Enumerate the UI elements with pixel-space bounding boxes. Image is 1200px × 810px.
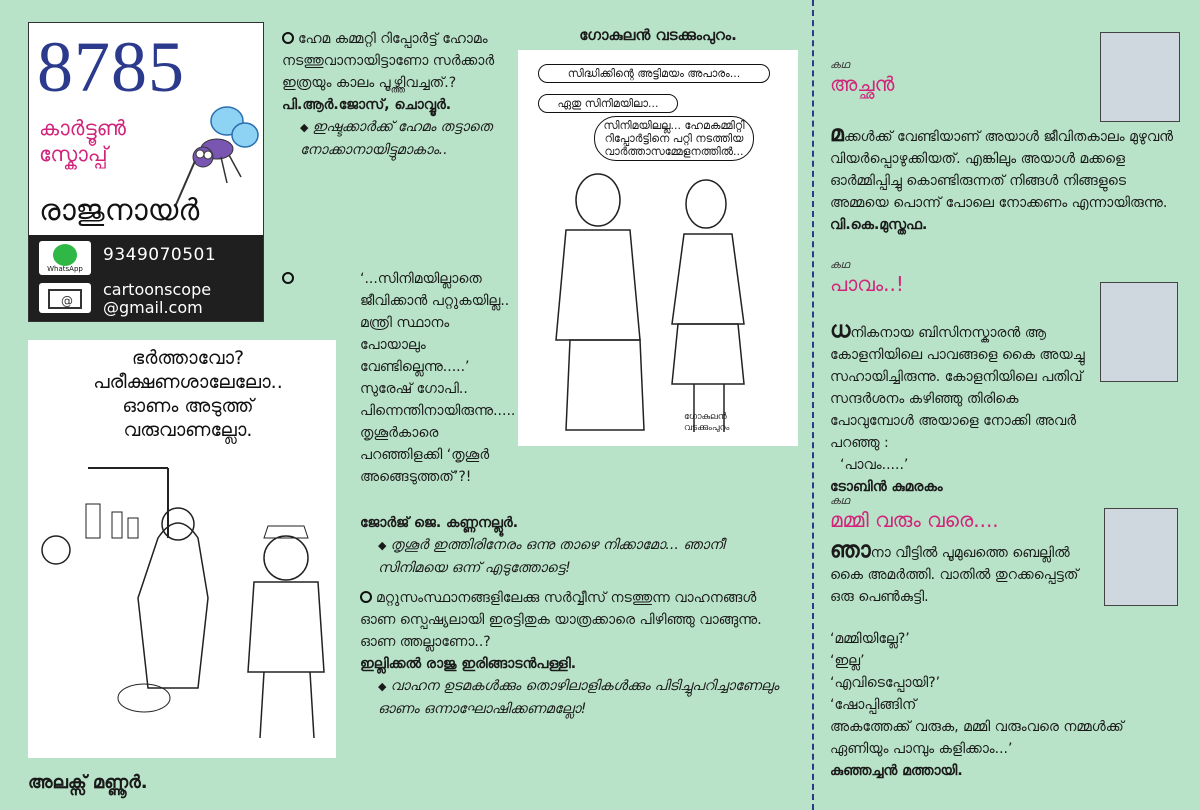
whatsapp-bubble-icon: [53, 244, 77, 266]
email-address[interactable]: [103, 281, 211, 317]
story-2-quote: ‘പാവം.....’: [840, 457, 909, 473]
whatsapp-label: WhatsApp: [47, 265, 83, 273]
story-3-dropcap: ഞാ: [830, 538, 871, 563]
cartoon-1-credit: അലക്സ് മണ്ണൂർ.: [28, 772, 148, 793]
caption-line-3: ഓണം അടുത്ത്: [122, 395, 254, 417]
question-3-text: മറ്റുസംസ്ഥാനങ്ങളിലേക്കു സർവ്വീസ് നടത്തുന്ന വാഹനങ്ങൾ ഓണ സ്പെഷ്യലായി ഇരട്ടിതുക യാത്രക്കാരെ പിഴിഞ്ഞു വാങ്ങുന്നു. ഓണ ത്തല്ലാണോ..?: [360, 590, 762, 650]
story-3-author: കുഞ്ഞച്ചൻ മത്തായി.: [830, 763, 963, 779]
story-2-body: [830, 320, 1090, 498]
qa-lower-2: [360, 512, 796, 720]
cartoon-1-caption: [58, 346, 318, 442]
author-photo-2: [1100, 282, 1178, 382]
answer-1-text: ഇഷ്ടക്കാർക്ക് ഹേമം തട്ടാതെ നോക്കാനായിട്ടുമാകാം..: [300, 119, 493, 158]
story-3-header: [830, 494, 1090, 532]
speech-bubble-1: സിദ്ധിക്കിന്റെ അട്ടിമയം അപാരം...: [538, 64, 770, 83]
question-3: [360, 587, 796, 653]
story-3-text: നാ വീട്ടിൽ പൂമുഖത്തെ ബെല്ലിൽ കൈ അമർത്തി. വാതിൽ തുറക്കപ്പെട്ടത് ഒരു പെൺകുട്ടി.: [830, 545, 1079, 605]
dialogue-line: ‘ഇല്ല’: [830, 653, 865, 669]
at-sign-icon: @: [61, 294, 73, 308]
story-1-header: [830, 58, 1098, 96]
author-photo-3: [1104, 508, 1178, 606]
cartoonist-signature: ഗോകുലൻ വടക്കുംപുറം: [684, 412, 730, 433]
story-1-text: ക്കൾക്ക് വേണ്ടിയാണ് അയാൾ ജീവിതകാലം മുഴുവൻ വിയർപ്പൊഴുക്കിയത്. എങ്കിലും അയാൾ മക്കളെ ഓർമ്മിപ്പിച്ചു കൊണ്ടിരുന്നത് നിങ്ങൾ നിങ്ങളുടെ അമ്മയെ പൊന്ന് പോലെ നോക്കണം എന്നായിരുന്നു.: [830, 129, 1174, 211]
cartoon-2: [518, 50, 798, 446]
diamond-icon: ◆: [300, 121, 309, 134]
story-2-label: കഥ: [830, 258, 850, 271]
question-mark-icon: [282, 272, 294, 284]
email-line2: @gmail.com: [103, 298, 203, 317]
story-3-label: കഥ: [830, 494, 850, 507]
diamond-icon: ◆: [378, 680, 387, 693]
questioner-3: ഇല്ലിക്കൽ രാജു ഇരിങ്ങാടൻപള്ളി.: [360, 656, 577, 672]
answer-3-text: വാഹന ഉടമകൾക്കും തൊഴിലാളികൾക്കും പിടിച്ചുപറിച്ചാണേലും ഓണം ഒന്നാഘോഷിക്കണമല്ലോ!: [378, 678, 779, 717]
cartoon-2-drawing: [518, 170, 798, 446]
brand-author: രാജുനായർ: [39, 193, 200, 228]
question-mark-icon: [282, 32, 294, 44]
story-1-dropcap: മ: [830, 122, 844, 147]
speech-bubble-2: ഏതു സിനിമയിലാ...: [538, 94, 678, 113]
question-1: [282, 28, 508, 94]
story-1-title: അച്ഛൻ: [830, 72, 895, 96]
brand-title-line1: കാർട്ടൂൺ: [39, 116, 127, 140]
story-2-header: [830, 258, 1090, 296]
dialogue-line: ‘മമ്മിയില്ലേ?’: [830, 631, 910, 647]
story-2-title: പാവം..!: [830, 272, 904, 296]
column-divider: [812, 0, 814, 810]
brand-title-line2: സ്കോപ്പ്: [39, 142, 108, 166]
story-2-text: നികനായ ബിസിനസ്കാരൻ ആ കോളനിയിലെ പാവങ്ങളെ കൈ അയച്ചു സഹായിച്ചിരുന്നു. കോളനിയിലെ പതിവ് സന്ദർശനം കഴിഞ്ഞു തിരികെ പോവുമ്പോൾ അയാളെ നോക്കി അവർ പറഞ്ഞു :: [830, 325, 1085, 451]
cartoon-1: [28, 340, 336, 758]
story-3-dialogue: [830, 628, 1182, 782]
diamond-icon: ◆: [378, 539, 387, 552]
story-2-dropcap: ധ: [830, 318, 851, 343]
questioner-2: ജോർജ് ജെ. കണ്ണനല്ലൂർ.: [360, 515, 519, 531]
whatsapp-icon: [39, 241, 91, 275]
author-photo-1: [1100, 32, 1180, 122]
answer-1: [282, 116, 508, 161]
caption-line-1: ഭർത്താവോ?: [131, 347, 245, 369]
story-1-author: വി.കെ.മുസ്തഫ.: [830, 217, 928, 233]
question-1-text: ഹേമ കമ്മറ്റി റിപ്പോർട്ട് ഹോമം നടത്തുവാനായിട്ടാണോ സർക്കാർ ഇത്രയും കാലം പൂഴ്ത്തിവച്ചത്.?: [282, 31, 495, 91]
story-3-title: മമ്മി വരും വരെ....: [830, 508, 999, 532]
caption-line-2: പരീക്ഷണശാലേലോ..: [93, 371, 283, 393]
email-icon: [39, 283, 91, 313]
answer-3: [360, 675, 796, 720]
answer-2-text: തൃശൂർ ഇത്തിരിനേരം ഒന്നു താഴെ നിക്കാമോ... ഞാനീ സിനിമയെ ഒന്ന് എടുത്തോട്ടെ!: [378, 537, 725, 576]
answer-2: [360, 534, 796, 579]
story-1-body: [830, 124, 1182, 236]
story-3-body: [830, 540, 1096, 608]
story-2-author: ടോബിൻ കുമരകം: [830, 479, 943, 495]
dialogue-line: അകത്തേക്ക് വരുക, മമ്മി വരുംവരെ നമ്മൾക്ക് ഏണിയും പാമ്പും കളിക്കാം...’: [830, 719, 1124, 757]
qa-column: [282, 28, 508, 161]
brand-title: [39, 115, 189, 167]
contact-panel: [29, 235, 263, 321]
speech-bubble-3: സിനിമയിലല്ല... ഹേമകമ്മിറ്റി റിപ്പോർട്ടിനെ പറ്റി നടത്തിയ വാർത്താസമ്മേളനത്തിൽ...: [594, 116, 754, 161]
questioner-1: പി.ആർ.ജോസ്, ചൊവ്വൂർ.: [282, 97, 452, 113]
cartoon-1-drawing: [28, 458, 336, 758]
dialogue-line: ‘എവിടെപ്പോയി?’: [830, 675, 941, 691]
brand-box: [28, 22, 264, 322]
email-line1: cartoonscope: [103, 280, 212, 299]
story-1-label: കഥ: [830, 58, 850, 71]
dialogue-line: ‘ഷോപ്പിങ്ങിന്: [830, 697, 917, 713]
question-mark-icon: [360, 591, 372, 603]
envelope-icon: [48, 289, 82, 309]
caption-line-4: വരുവാണല്ലോ.: [123, 419, 253, 441]
cartoon-2-title: ഗോകുലൻ വടക്കുംപുറം.: [579, 26, 737, 44]
question-2: ‘...സിനിമയില്ലാതെ ജീവിക്കാൻ പറ്റുകയില്ല.. മന്ത്രി സ്ഥാനം പോയാലും വേണ്ടില്ലെന്നു.....’ സുരേഷ് ഗോപി.. പിന്നെന്തിനായിരുന്നു..... തൃശൂർകാരെ പറഞ്ഞിളക്കി ‘തൃശൂർ അങ്ങെടുത്തത്’?!: [360, 271, 516, 485]
brand-number: 8785: [37, 27, 185, 107]
phone-number[interactable]: 9349070501: [103, 245, 217, 265]
